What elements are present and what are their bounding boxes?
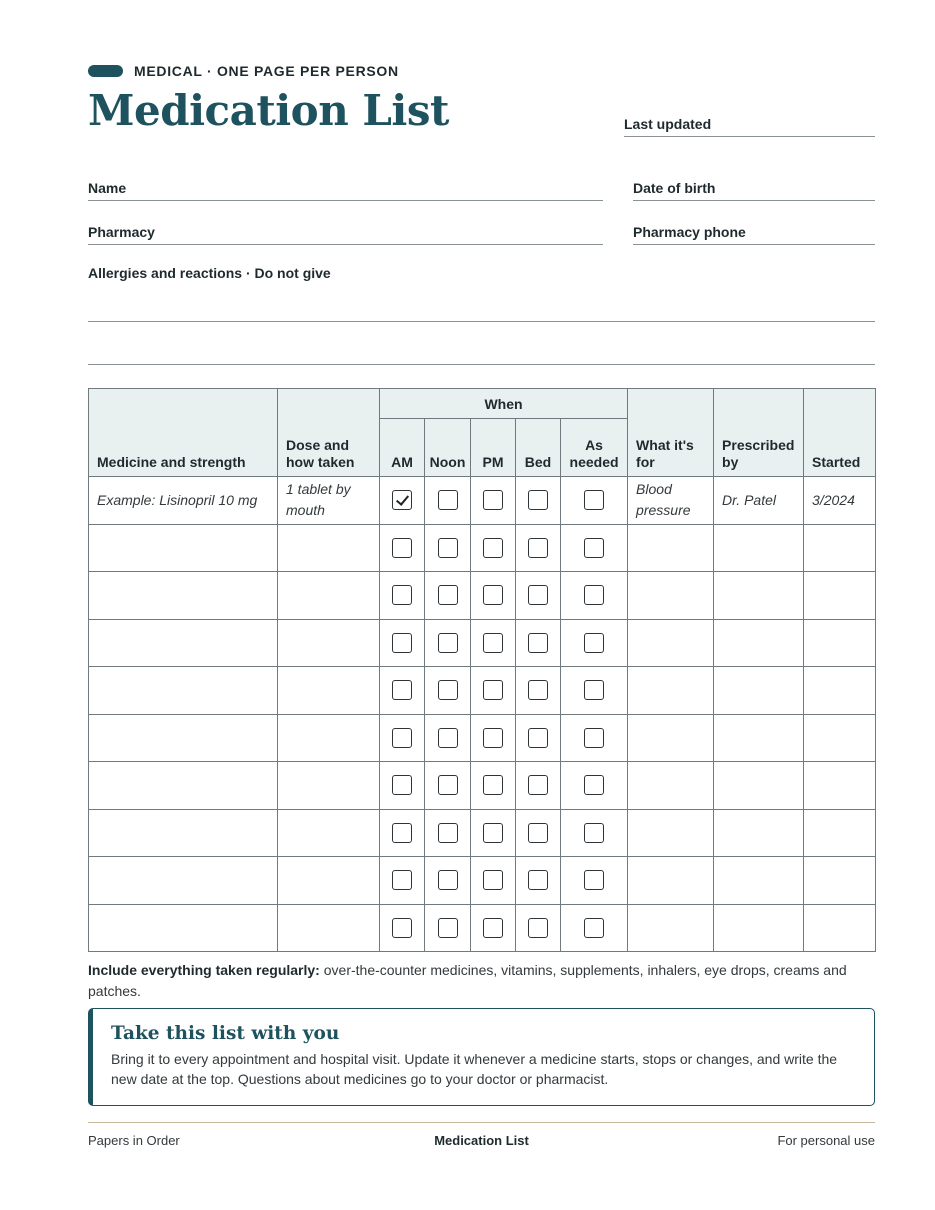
footer-left: Papers in Order: [88, 1133, 180, 1148]
noon-checkbox[interactable]: [438, 728, 458, 748]
prescribed-by-cell[interactable]: [714, 809, 804, 857]
dose-cell[interactable]: [278, 904, 380, 952]
dose-cell[interactable]: [278, 572, 380, 620]
started-cell[interactable]: [804, 904, 876, 952]
pharmacy-label: Pharmacy: [88, 224, 155, 240]
am-checkbox[interactable]: [392, 918, 412, 938]
callout-body: Bring it to every appointment and hospital visit. Update it whenever a medicine starts, stops or changes, and write the new date at the top. Questions about medicines go to your doctor or pharmacist.: [111, 1051, 838, 1087]
page-title: Medication List: [88, 86, 449, 135]
medication-row: [89, 619, 876, 667]
col-started: Started: [804, 389, 876, 477]
prescribed-by-cell[interactable]: [714, 762, 804, 810]
as-needed-checkbox[interactable]: [584, 775, 604, 795]
medicine-cell[interactable]: [89, 904, 278, 952]
pm-checkbox[interactable]: [483, 633, 503, 653]
col-noon: Noon: [425, 419, 471, 477]
started-cell[interactable]: [804, 857, 876, 905]
name-label: Name: [88, 180, 127, 196]
prescribed-by-cell[interactable]: [714, 619, 804, 667]
prescribed-by-cell[interactable]: [714, 667, 804, 715]
bed-checkbox[interactable]: [528, 728, 548, 748]
medication-row: [89, 904, 876, 952]
col-as-needed: As needed: [561, 419, 628, 477]
am-checkbox[interactable]: [392, 870, 412, 890]
dob-label: Date of birth: [633, 180, 716, 196]
medication-row: [89, 524, 876, 572]
col-medicine: Medicine and strength: [89, 389, 278, 477]
am-checkbox[interactable]: [392, 728, 412, 748]
example-purpose[interactable]: Blood pressure: [628, 477, 714, 525]
medicine-cell[interactable]: [89, 667, 278, 715]
am-checkbox[interactable]: [392, 538, 412, 558]
take-list-callout: [88, 1008, 875, 1106]
as-needed-checkbox[interactable]: [584, 728, 604, 748]
noon-checkbox[interactable]: [438, 823, 458, 843]
medication-row: [89, 857, 876, 905]
col-prescribed-by: Prescribed by: [714, 389, 804, 477]
pharmacy-phone-label: Pharmacy phone: [633, 224, 746, 240]
dose-cell[interactable]: [278, 667, 380, 715]
noon-checkbox[interactable]: [438, 918, 458, 938]
pm-checkbox[interactable]: [483, 918, 503, 938]
pm-checkbox[interactable]: [483, 538, 503, 558]
eyebrow-text: MEDICAL · ONE PAGE PER PERSON: [134, 63, 399, 79]
prescribed-by-cell[interactable]: [714, 904, 804, 952]
footer-center: Medication List: [434, 1133, 529, 1148]
allergies-label: Allergies and reactions · Do not give: [88, 265, 331, 281]
noon-checkbox[interactable]: [438, 585, 458, 605]
as-needed-checkbox[interactable]: [584, 538, 604, 558]
col-group-when: When: [380, 389, 628, 419]
noon-checkbox[interactable]: [438, 538, 458, 558]
dose-cell[interactable]: [278, 809, 380, 857]
am-checkbox[interactable]: [392, 823, 412, 843]
medicine-cell[interactable]: [89, 857, 278, 905]
started-cell[interactable]: [804, 524, 876, 572]
example-started[interactable]: 3/2024: [804, 477, 876, 525]
col-pm: PM: [471, 419, 516, 477]
dose-cell[interactable]: [278, 524, 380, 572]
am-checkbox[interactable]: [392, 775, 412, 795]
include-note: [88, 960, 875, 1002]
dose-cell[interactable]: [278, 762, 380, 810]
am-checkbox[interactable]: [392, 633, 412, 653]
medicine-cell[interactable]: [89, 809, 278, 857]
last-updated-field[interactable]: [624, 113, 875, 137]
as-needed-checkbox[interactable]: [584, 823, 604, 843]
medication-row: [89, 572, 876, 620]
example-prescribed-by[interactable]: Dr. Patel: [714, 477, 804, 525]
purpose-cell[interactable]: [628, 619, 714, 667]
as-needed-checkbox[interactable]: [584, 918, 604, 938]
pharmacy-phone-field[interactable]: [633, 221, 875, 245]
medicine-cell[interactable]: [89, 572, 278, 620]
bed-checkbox[interactable]: [528, 633, 548, 653]
col-bed: Bed: [516, 419, 561, 477]
pm-checkbox[interactable]: [483, 870, 503, 890]
as-needed-checkbox[interactable]: [584, 490, 604, 510]
medication-row: [89, 762, 876, 810]
callout-title: Take this list with you: [111, 1023, 340, 1044]
dose-cell[interactable]: [278, 714, 380, 762]
noon-checkbox[interactable]: [438, 870, 458, 890]
started-cell[interactable]: [804, 809, 876, 857]
purpose-cell[interactable]: [628, 572, 714, 620]
allergies-line-2[interactable]: [88, 364, 875, 365]
section-eyebrow: [88, 63, 399, 79]
am-checkbox[interactable]: [392, 680, 412, 700]
medication-row: [89, 809, 876, 857]
dose-cell[interactable]: [278, 857, 380, 905]
example-row: [89, 477, 876, 525]
example-dose[interactable]: 1 tablet by mouth: [278, 477, 380, 525]
footer-right: For personal use: [777, 1133, 875, 1148]
noon-checkbox[interactable]: [438, 775, 458, 795]
col-purpose: What it's for: [628, 389, 714, 477]
noon-checkbox[interactable]: [438, 490, 458, 510]
medication-table: [88, 388, 876, 952]
include-note-text: over-the-counter medicines, vitamins, supplements, inhalers, eye drops, creams and patches.: [88, 962, 847, 999]
noon-checkbox[interactable]: [438, 633, 458, 653]
started-cell[interactable]: [804, 762, 876, 810]
am-checkbox[interactable]: [392, 490, 412, 510]
bed-checkbox[interactable]: [528, 490, 548, 510]
dob-field[interactable]: [633, 177, 875, 201]
started-cell[interactable]: [804, 572, 876, 620]
col-dose: Dose and how taken: [278, 389, 380, 477]
name-field[interactable]: [88, 177, 603, 201]
medicine-cell[interactable]: [89, 714, 278, 762]
purpose-cell[interactable]: [628, 857, 714, 905]
purpose-cell[interactable]: [628, 762, 714, 810]
as-needed-checkbox[interactable]: [584, 585, 604, 605]
purpose-cell[interactable]: [628, 524, 714, 572]
eyebrow-pill: [88, 65, 123, 77]
as-needed-checkbox[interactable]: [584, 680, 604, 700]
started-cell[interactable]: [804, 667, 876, 715]
purpose-cell[interactable]: [628, 809, 714, 857]
medicine-cell[interactable]: [89, 619, 278, 667]
bed-checkbox[interactable]: [528, 538, 548, 558]
as-needed-checkbox[interactable]: [584, 870, 604, 890]
pharmacy-field[interactable]: [88, 221, 603, 245]
bed-checkbox[interactable]: [528, 823, 548, 843]
medication-row: [89, 667, 876, 715]
last-updated-label: Last updated: [624, 116, 712, 132]
bed-checkbox[interactable]: [528, 775, 548, 795]
pm-checkbox[interactable]: [483, 728, 503, 748]
noon-checkbox[interactable]: [438, 680, 458, 700]
started-cell[interactable]: [804, 619, 876, 667]
started-cell[interactable]: [804, 714, 876, 762]
prescribed-by-cell[interactable]: [714, 857, 804, 905]
medicine-cell[interactable]: [89, 524, 278, 572]
bed-checkbox[interactable]: [528, 585, 548, 605]
prescribed-by-cell[interactable]: [714, 714, 804, 762]
include-note-bold: Include everything taken regularly:: [88, 962, 320, 978]
medicine-cell[interactable]: [89, 762, 278, 810]
prescribed-by-cell[interactable]: [714, 524, 804, 572]
pm-checkbox[interactable]: [483, 775, 503, 795]
medication-row: [89, 714, 876, 762]
prescribed-by-cell[interactable]: [714, 572, 804, 620]
purpose-cell[interactable]: [628, 904, 714, 952]
bed-checkbox[interactable]: [528, 870, 548, 890]
as-needed-checkbox[interactable]: [584, 633, 604, 653]
purpose-cell[interactable]: [628, 714, 714, 762]
allergies-line-1[interactable]: [88, 321, 875, 322]
pm-checkbox[interactable]: [483, 680, 503, 700]
footer-divider: [88, 1122, 875, 1123]
col-am: AM: [380, 419, 425, 477]
dose-cell[interactable]: [278, 619, 380, 667]
pm-checkbox[interactable]: [483, 490, 503, 510]
purpose-cell[interactable]: [628, 667, 714, 715]
example-medicine[interactable]: Example: Lisinopril 10 mg: [89, 477, 278, 525]
pm-checkbox[interactable]: [483, 585, 503, 605]
bed-checkbox[interactable]: [528, 918, 548, 938]
am-checkbox[interactable]: [392, 585, 412, 605]
bed-checkbox[interactable]: [528, 680, 548, 700]
pm-checkbox[interactable]: [483, 823, 503, 843]
